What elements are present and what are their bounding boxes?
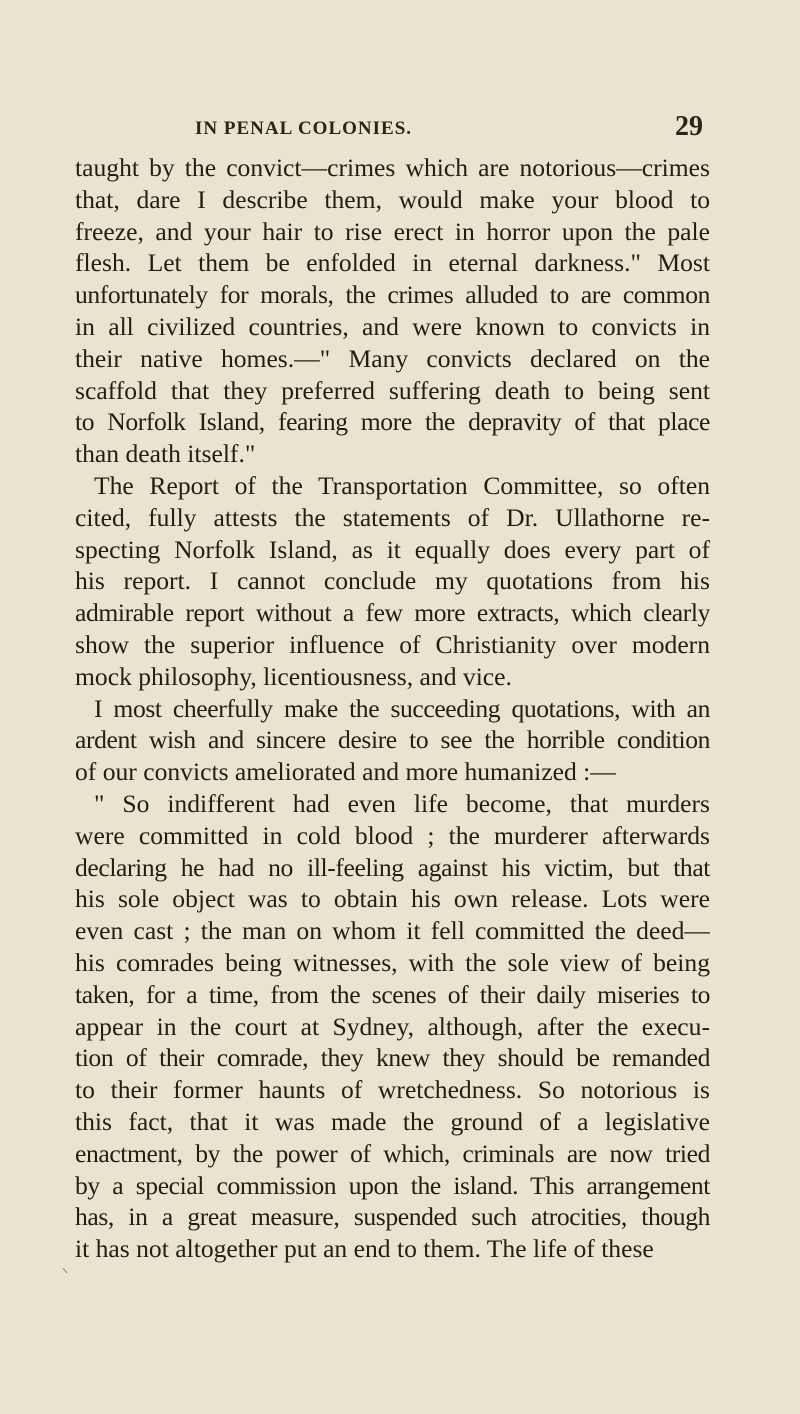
text-line: by a special commission upon the island. This arrangement	[75, 1170, 710, 1200]
margin-mark	[63, 1268, 68, 1273]
text-line: were committed in cold blood ; the murderer afterwards	[75, 820, 710, 850]
text-line: ardent wish and sincere desire to see the horrible condition	[75, 725, 710, 755]
text-line: declaring he had no ill-feeling against his victim, but that	[75, 852, 710, 882]
text-line: of our convicts ameliorated and more humanized :—	[75, 757, 616, 787]
text-line: enactment, by the power of which, criminals are now tried	[75, 1138, 710, 1168]
text-line: unfortunately for morals, the crimes alluded to are common	[75, 280, 710, 310]
running-head: IN PENAL COLONIES.	[195, 118, 413, 139]
text-line: tion of their comrade, they knew they should be remanded	[75, 1043, 710, 1073]
text-line: in all civilized countries, and were known to convicts in	[75, 311, 710, 341]
text-line: it has not altogether put an end to them. The life of these	[75, 1234, 654, 1264]
page-header	[0, 98, 800, 142]
text-line: specting Norfolk Island, as it equally does every part of	[75, 534, 710, 564]
text-line: that, dare I describe them, would make your blood to	[75, 184, 710, 214]
text-line: his report. I cannot conclude my quotations from his	[75, 566, 710, 596]
text-line: than death itself."	[75, 439, 256, 469]
text-line: his comrades being witnesses, with the sole view of being	[75, 947, 710, 977]
text-line: show the superior influence of Christianity over modern	[75, 629, 710, 659]
text-line: this fact, that it was made the ground of a legislative	[75, 1106, 710, 1136]
text-line: scaffold that they preferred suffering death to being sent	[75, 375, 710, 405]
text-line: has, in a great measure, suspended such atrocities, though	[75, 1202, 710, 1232]
text-line: to Norfolk Island, fearing more the depravity of that place	[75, 407, 710, 437]
text-line: I most cheerfully make the succeeding quotations, with an	[94, 693, 710, 723]
text-line: taken, for a time, from the scenes of their daily miseries to	[75, 979, 710, 1009]
body-text	[75, 152, 710, 1265]
text-line: appear in the court at Sydney, although, after the execu-	[75, 1011, 710, 1041]
text-line: mock philosophy, licentiousness, and vice.	[75, 661, 512, 691]
text-line: to their former haunts of wretchedness. So notorious is	[75, 1075, 710, 1105]
text-line: flesh. Let them be enfolded in eternal darkness." Most	[75, 248, 710, 278]
text-line: The Report of the Transportation Committee, so often	[94, 470, 710, 500]
text-line: even cast ; the man on whom it fell committed the deed—	[75, 916, 710, 946]
text-line: " So indifferent had even life become, that murders	[94, 788, 710, 818]
text-line: taught by the convict—crimes which are notorious—crimes	[75, 153, 710, 182]
text-line: cited, fully attests the statements of Dr. Ullathorne re-	[75, 502, 710, 532]
text-line: freeze, and your hair to rise erect in horror upon the pale	[75, 216, 710, 246]
text-line: his sole object was to obtain his own release. Lots were	[75, 884, 710, 914]
page-number: 29	[675, 111, 703, 142]
text-line: their native homes.—" Many convicts declared on the	[75, 343, 710, 373]
text-line: admirable report without a few more extracts, which clearly	[75, 598, 710, 628]
